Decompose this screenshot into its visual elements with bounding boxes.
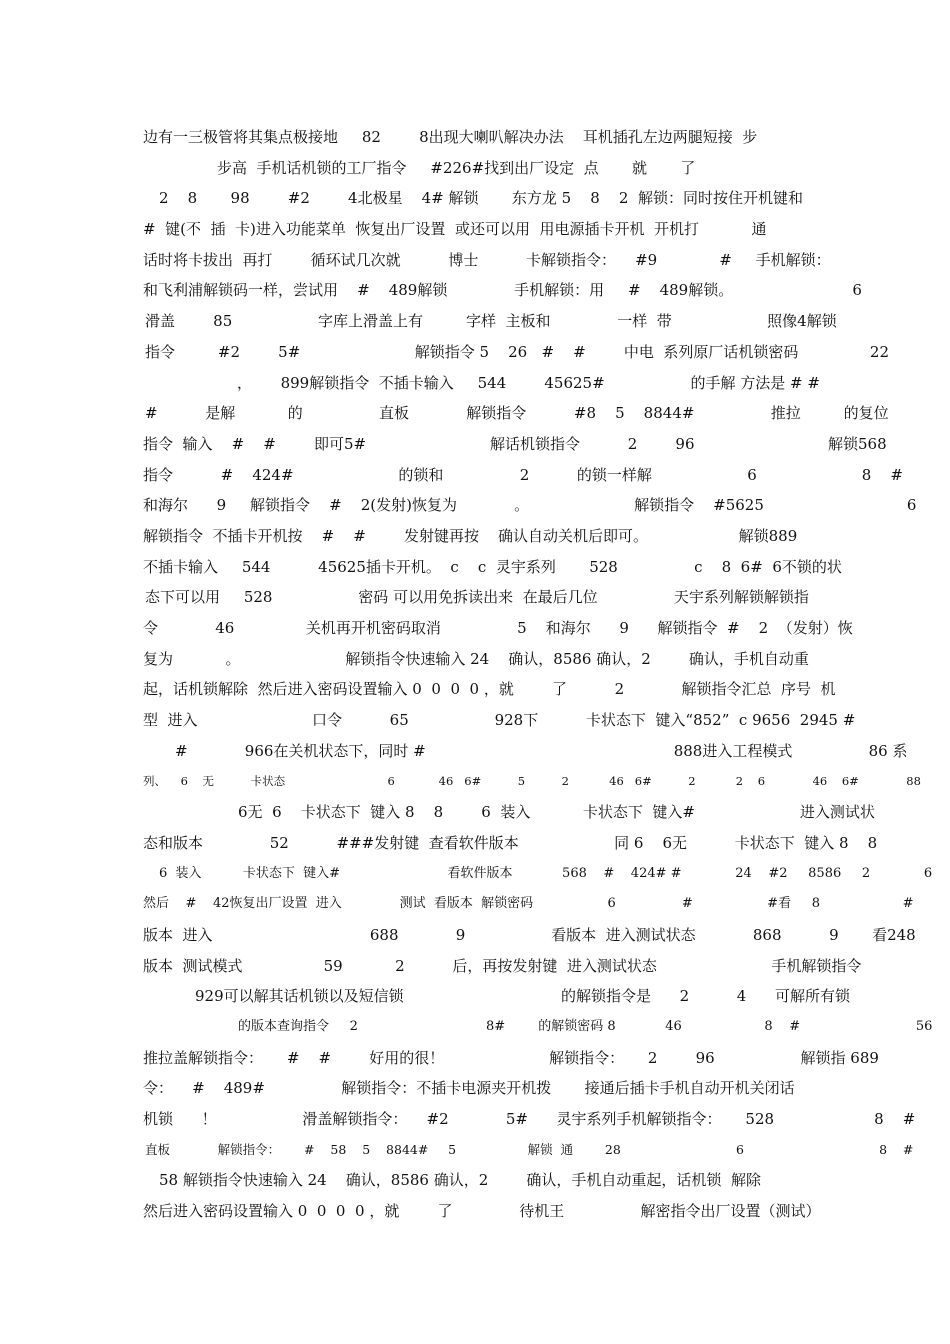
text-line-27: 版本 进入 688 9 看版本 进入测试状态 868 9 看248 [143,925,916,944]
text-line-22: 列、 6 无 卡状态 6 46 6# 5 2 46 6# 2 2 6 46 6# 88 [143,774,921,789]
text-line-2: 步高 手机话机锁的工厂指令 #226#找到出厂设定 点 就 了 [217,158,696,177]
text-line-14: 解锁指令 不插卡开机按 # # 发射键再按 确认自动关机后即可。 解锁889 [143,526,798,545]
text-line-11: 指令 输入 # # 即可5# 解话机锁指令 2 96 解锁568 [143,434,887,453]
text-line-13: 和海尔 9 解锁指令 # 2(发射)恢复为 。 解锁指令 #5625 6 [143,496,917,515]
text-line-32: 令： # 489# 解锁指令：不插卡电源夹开机拨 接通后插卡手机自动开机关闭话 [143,1079,795,1098]
text-line-20: 型 进入 口令 65 928下 卡状态下 键入“852” c 9656 2945 # [143,711,856,730]
text-line-12: 指令 # 424# 的锁和 2 的锁一样解 6 8 # [143,465,903,484]
text-line-8: 指令 #2 5# 解锁指令 5 26 # # 中电 系列原厂话机锁密码 22 [145,342,889,361]
text-line-17: 令 46 关机再开机密码取消 5 和海尔 9 解锁指令 # 2 （发射）恢 [143,619,853,637]
text-line-23: 6无 6 卡状态下 键入 8 8 6 装入 卡状态下 键入# 进入测试状 [238,803,875,822]
text-line-4: # 键(不 插 卡)进入功能菜单 恢复出厂设置 或还可以用 用电源插卡开机 开机打 通 [143,220,767,239]
text-line-26: 然后 # 42恢复出厂设置 进入 测试 看版本 解锁密码 6 # #看 8 # [143,896,914,912]
text-line-25: 6 装入 卡状态下 键入# 看软件版本 568 # 424# # 24 #2 8586 2 6 [159,865,933,881]
text-line-1: 边有一三极管将其集点极接地 82 8出现大喇叭解决办法 耳机插孔左边两腿短接 步 [143,128,758,146]
text-line-15: 不插卡输入 544 45625插卡开机。 c c 灵宇系列 528 c 8 6# 6不锁的状 [143,557,842,576]
text-line-6: 和飞利浦解锁码一样，尝试用 # 489解锁 手机解锁：用 # 489解锁。 6 [143,281,862,300]
text-line-10: # 是解 的 直板 解锁指令 #8 5 8844# 推拉 的复位 [145,404,889,423]
text-line-28: 版本 测试模式 59 2 后，再按发射键 进入测试状态 手机解锁指令 [143,956,862,975]
text-line-19: 起，话机锁解除 然后进入密码设置输入 0 0 0 0 ，就 了 2 解锁指令汇总 序号 机 [143,680,836,699]
text-line-31: 推拉盖解锁指令： # # 好用的很！ 解锁指令： 2 96 解锁指 689 [143,1048,879,1067]
text-line-30: 的版本查询指令 2 8# 的解锁密码 8 46 8 # 56 [238,1018,933,1034]
text-line-16: 态下可以用 528 密码 可以用免拆读出来 在最后几位 天宇系列解锁解锁指 [145,588,809,607]
text-line-9: ， 899解锁指令 不插卡输入 544 45625# 的手解 方法是 # # [175,373,820,392]
text-line-33: 机锁 ！ 滑盖解锁指令： #2 5# 灵宇系列手机解锁指令： 528 8 # [143,1110,916,1128]
text-line-35: 58 解锁指令快速输入 24 确认，8586 确认，2 确认，手机自动重起，话机锁 解除 [159,1171,761,1190]
text-line-7: 滑盖 85 字库上滑盖上有 字样 主板和 一样 带 照像4解锁 [145,312,837,331]
text-line-5: 话时将卡拔出 再打 循环试几次就 博士 卡解锁指令： #9 # 手机解锁： [143,250,831,269]
text-line-3: 2 8 98 #2 4北极星 4# 解锁 东方龙 5 8 2 解锁：同时按住开机键和 [159,189,803,208]
text-line-29: 929可以解其话机锁以及短信锁 的解锁指令是 2 4 可解所有锁 [195,987,850,1006]
text-body [143,122,933,1227]
text-line-24: 态和版本 52 ###发射键 查看软件版本 同 6 6无 卡状态下 键入 8 8 [143,833,878,852]
text-line-21: # 966在关机状态下，同时 # 888进入工程模式 86 系 [175,741,908,760]
text-line-18: 复为 。 解锁指令快速输入 24 确认，8586 确认，2 确认，手机自动重 [143,649,809,668]
text-line-36: 然后进入密码设置输入 0 0 0 0 ，就 了 待机王 解密指令出厂设置（测试） [143,1202,821,1221]
text-line-34: 直板 解锁指令： # 58 5 8844# 5 解锁 通 28 6 8 # [145,1141,914,1157]
